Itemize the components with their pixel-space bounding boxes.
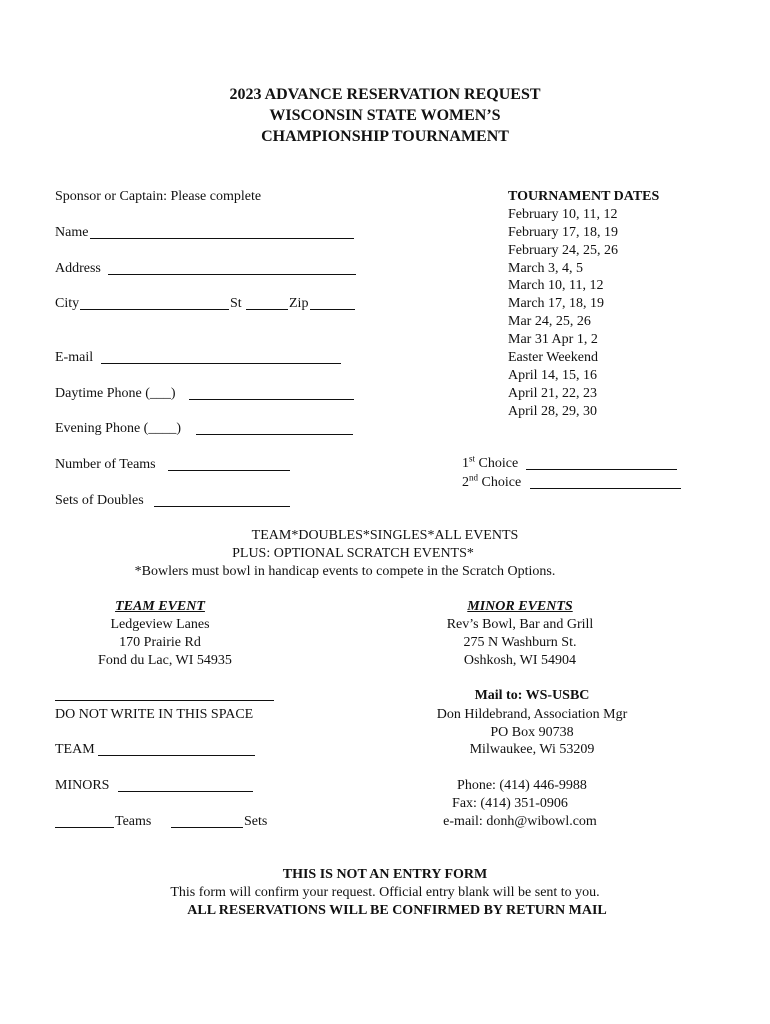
minor-events-city: Oshkosh, WI 54904 <box>463 653 577 668</box>
office-minors-field[interactable] <box>118 791 253 792</box>
city-field[interactable] <box>80 309 229 310</box>
sets-of-doubles-field[interactable] <box>154 506 290 507</box>
tournament-date: March 10, 11, 12 <box>508 278 604 293</box>
tournament-date: March 3, 4, 5 <box>508 261 584 276</box>
office-team-label: TEAM <box>55 742 95 757</box>
office-sets-field[interactable] <box>171 827 243 828</box>
team-event-street: 170 Prairie Rd <box>119 635 201 650</box>
office-teams-field[interactable] <box>55 827 114 828</box>
number-of-teams-label: Number of Teams <box>55 457 156 472</box>
second-choice-field[interactable] <box>530 488 681 489</box>
city-label: City <box>55 296 80 311</box>
sets-of-doubles-label: Sets of Doubles <box>55 493 144 508</box>
tournament-date: March 17, 18, 19 <box>508 296 605 311</box>
footer-line-1: THIS IS NOT AN ENTRY FORM <box>282 867 488 882</box>
name-field[interactable] <box>90 238 354 239</box>
address-label: Address <box>55 261 101 276</box>
evening-phone-label: Evening Phone (____) <box>55 421 181 436</box>
tournament-date: February 17, 18, 19 <box>508 225 619 240</box>
zip-field[interactable] <box>310 309 355 310</box>
tournament-date: April 14, 15, 16 <box>508 368 598 383</box>
number-of-teams-field[interactable] <box>168 470 290 471</box>
name-label: Name <box>55 225 89 240</box>
title-line-2: WISCONSIN STATE WOMEN’S <box>269 107 501 124</box>
tournament-dates-heading: TOURNAMENT DATES <box>508 189 660 204</box>
mail-city: Milwaukee, Wi 53209 <box>469 742 595 757</box>
tournament-date: February 10, 11, 12 <box>508 207 618 222</box>
office-sets-label: Sets <box>244 814 268 829</box>
tournament-date: Mar 31 Apr 1, 2 <box>508 332 598 347</box>
mail-email: e-mail: donh@wibowl.com <box>443 814 597 829</box>
daytime-phone-field[interactable] <box>189 399 354 400</box>
office-teams-label: Teams <box>115 814 152 829</box>
events-line-2: PLUS: OPTIONAL SCRATCH EVENTS* <box>232 546 474 561</box>
team-event-heading: TEAM EVENT <box>115 599 205 614</box>
evening-phone-field[interactable] <box>196 434 353 435</box>
mail-phone: Phone: (414) 446-9988 <box>457 778 587 793</box>
events-note: *Bowlers must bowl in handicap events to compete in the Scratch Options. <box>134 564 556 579</box>
zip-label: Zip <box>289 296 309 311</box>
title-line-3: CHAMPIONSHIP TOURNAMENT <box>261 128 509 145</box>
office-heading: DO NOT WRITE IN THIS SPACE <box>55 707 254 722</box>
tournament-date: Mar 24, 25, 26 <box>508 314 591 329</box>
form-intro: Sponsor or Captain: Please complete <box>55 189 262 204</box>
email-label: E-mail <box>55 350 94 365</box>
title-line-1: 2023 ADVANCE RESERVATION REQUEST <box>229 86 541 103</box>
office-team-field[interactable] <box>98 755 255 756</box>
state-label: St <box>230 296 242 311</box>
tournament-date: Easter Weekend <box>508 350 598 365</box>
footer-line-2: This form will confirm your request. Official entry blank will be sent to you. <box>170 885 600 900</box>
team-event-city: Fond du Lac, WI 54935 <box>98 653 232 668</box>
footer-line-3: ALL RESERVATIONS WILL BE CONFIRMED BY RETURN MAIL <box>187 903 607 918</box>
minor-events-heading: MINOR EVENTS <box>467 599 573 614</box>
mail-contact: Don Hildebrand, Association Mgr <box>436 707 628 722</box>
mail-heading: Mail to: WS-USBC <box>474 688 590 703</box>
office-divider <box>55 700 274 701</box>
tournament-date: February 24, 25, 26 <box>508 243 619 258</box>
tournament-date: April 21, 22, 23 <box>508 386 598 401</box>
first-choice-label: 1st Choice <box>462 453 519 471</box>
tournament-date: April 28, 29, 30 <box>508 404 598 419</box>
team-event-venue: Ledgeview Lanes <box>110 617 210 632</box>
daytime-phone-label: Daytime Phone (___) <box>55 386 176 401</box>
mail-po-box: PO Box 90738 <box>490 725 574 740</box>
email-field[interactable] <box>101 363 341 364</box>
first-choice-field[interactable] <box>526 469 677 470</box>
address-field[interactable] <box>108 274 356 275</box>
office-minors-label: MINORS <box>55 778 110 793</box>
state-field[interactable] <box>246 309 288 310</box>
second-choice-label: 2nd Choice <box>462 472 522 490</box>
mail-fax: Fax: (414) 351-0906 <box>452 796 568 811</box>
minor-events-street: 275 N Washburn St. <box>463 635 577 650</box>
minor-events-venue: Rev’s Bowl, Bar and Grill <box>446 617 594 632</box>
events-line-1: TEAM*DOUBLES*SINGLES*ALL EVENTS <box>251 528 519 543</box>
